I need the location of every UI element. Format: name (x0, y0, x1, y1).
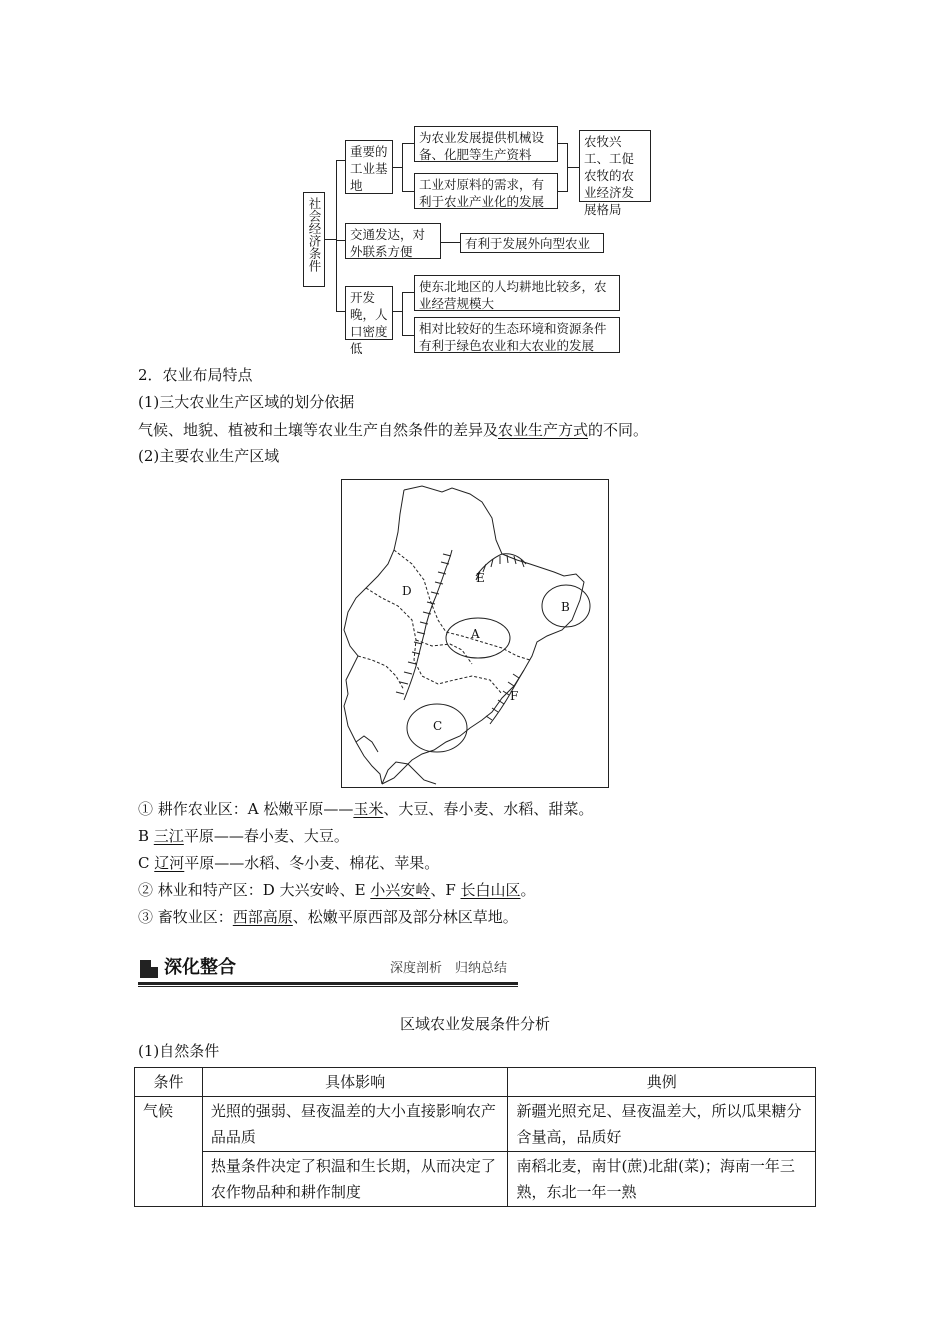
region-line-3: C 辽河平原——水稻、冬小麦、棉花、苹果。 (138, 854, 440, 872)
table-cell-example: 新疆光照充足、昼夜温差大，所以瓜果糖分含量高，品质好 (508, 1097, 816, 1152)
region-line-5: ③ 畜牧业区：西部高原、松嫩平原西部及部分林区草地。 (138, 908, 518, 926)
section-heading: 2．农业布局特点 (138, 366, 253, 384)
table-header-cell: 条件 (135, 1068, 203, 1097)
region-line-1: ① 耕作农业区：A 松嫩平原——玉米、大豆、春小麦、水稻、甜菜。 (138, 800, 594, 818)
map-label-d: D (402, 584, 412, 598)
table-cell-effect: 光照的强弱、昼夜温差的大小直接影响农产品品质 (202, 1097, 508, 1152)
table-cell-effect: 热量条件决定了积温和生长期，从而决定了农作物品种和耕作制度 (202, 1152, 508, 1207)
table-cell-example: 南稻北麦，南甘(蔗)北甜(菜)；海南一年三熟，东北一年一熟 (508, 1152, 816, 1207)
map-label-f: F (510, 689, 519, 703)
diagram-industry-effect-2: 工业对原料的需求，有利于农业产业化的发展 (414, 173, 558, 209)
diagram-root: 社会经济条件 (303, 192, 325, 287)
northeast-map (341, 479, 609, 788)
diagram-transport-effect: 有利于发展外向型农业 (460, 233, 604, 253)
banner-rule (138, 982, 518, 985)
region-line-4: ② 林业和特产区：D 大兴安岭、E 小兴安岭、F 长白山区。 (138, 881, 536, 899)
diagram-branch-development: 开发晚，人口密度低 (345, 286, 393, 340)
region-line-2: B 三江平原——春小麦、大豆。 (138, 827, 349, 845)
table-header-cell: 具体影响 (202, 1068, 508, 1097)
analysis-title: 区域农业发展条件分析 (399, 1015, 550, 1033)
table-row (135, 1097, 816, 1152)
banner-square-icon (140, 960, 158, 978)
basis-text: 气候、地貌、植被和土壤等农业生产自然条件的差异及农业生产方式的不同。 (138, 421, 649, 439)
diagram-industry-result: 农牧兴工、工促农牧的农业经济发展格局 (579, 130, 651, 202)
diagram-branch-transport: 交通发达，对外联系方便 (345, 223, 441, 259)
banner-subtitle: 深度剖析 归纳总结 (390, 961, 508, 976)
table-row (135, 1152, 816, 1207)
table-header-row (135, 1068, 816, 1097)
analysis-subheading: (1)自然条件 (138, 1042, 220, 1060)
diagram-industry-effect-1: 为农业发展提供机械设备、化肥等生产资料 (414, 126, 558, 162)
subheading-regions: (2)主要农业生产区域 (138, 447, 280, 465)
table-cell-condition: 气候 (135, 1097, 203, 1207)
diagram-development-effect-2: 相对比较好的生态环境和资源条件有利于绿色农业和大农业的发展 (414, 317, 620, 353)
diagram-development-effect-1: 使东北地区的人均耕地比较多，农业经营规模大 (414, 275, 620, 311)
map-label-b: B (561, 600, 570, 614)
subheading-basis: (1)三大农业生产区域的划分依据 (138, 393, 355, 411)
map-label-a: A (471, 627, 480, 641)
diagram-branch-industry: 重要的工业基地 (345, 140, 393, 194)
conditions-table (134, 1067, 816, 1207)
map-label-e: E (476, 571, 485, 585)
banner-title: 深化整合 (164, 957, 236, 978)
table-header-cell: 典例 (508, 1068, 816, 1097)
map-label-c: C (433, 719, 443, 733)
